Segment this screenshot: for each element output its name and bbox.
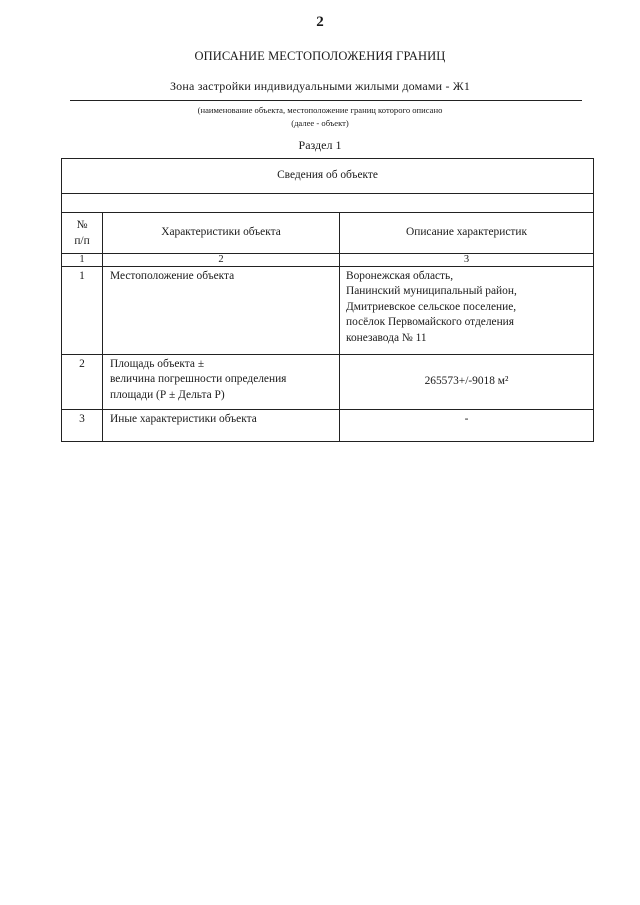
row-description: 265573+/-9018 м² <box>340 355 594 410</box>
object-info-table <box>61 158 594 442</box>
document-title: ОПИСАНИЕ МЕСТОПОЛОЖЕНИЯ ГРАНИЦ <box>194 49 446 63</box>
table-spacer-row <box>62 194 594 213</box>
table-heading: Сведения об объекте <box>62 159 594 194</box>
column-index: 3 <box>340 254 594 267</box>
section-label: Раздел 1 <box>298 138 342 152</box>
row-characteristic: Местоположение объекта <box>103 267 340 355</box>
object-caption <box>0 104 640 130</box>
table-heading-row <box>62 159 594 194</box>
row-characteristic <box>103 355 340 410</box>
object-caption-line: (наименование объекта, местоположение границ которого описано <box>197 105 443 115</box>
row-number: 2 <box>62 355 103 410</box>
column-header-characteristics: Характеристики объекта <box>103 213 340 254</box>
object-caption-line: (далее - объект) <box>291 118 349 128</box>
description-line: Воронежская область, <box>346 270 454 282</box>
object-name: Зона застройки индивидуальными жилыми домами - Ж1 <box>169 79 471 93</box>
description-line: посёлок Первомайского отделения <box>346 316 515 329</box>
description-line: конезавода № 11 <box>346 331 427 344</box>
table-row <box>62 267 594 355</box>
characteristic-line: величина погрешности определения <box>110 373 287 386</box>
characteristic-line: Площадь объекта ± <box>110 358 205 370</box>
description-line: Дмитриевское сельское поселение, <box>346 300 517 313</box>
row-description <box>340 267 594 355</box>
table-spacer <box>62 194 594 213</box>
row-number: 1 <box>62 267 103 355</box>
column-header-number-line: п/п <box>74 235 90 247</box>
table-row <box>62 410 594 442</box>
row-characteristic: Иные характеристики объекта <box>103 410 340 442</box>
object-name-underline <box>70 100 582 101</box>
page-number: 2 <box>316 14 324 30</box>
characteristic-line: площади (Р ± Дельта Р) <box>110 388 225 401</box>
column-header-description: Описание характеристик <box>340 213 594 254</box>
description-line: Панинский муниципальный район, <box>346 285 517 298</box>
column-index: 2 <box>103 254 340 267</box>
column-index-row <box>62 254 594 267</box>
column-index: 1 <box>62 254 103 267</box>
row-number: 3 <box>62 410 103 442</box>
column-header-number <box>62 213 103 254</box>
table-row <box>62 355 594 410</box>
row-description: - <box>340 410 594 442</box>
column-header-number-line: № <box>76 219 88 231</box>
column-header-row <box>62 213 594 254</box>
